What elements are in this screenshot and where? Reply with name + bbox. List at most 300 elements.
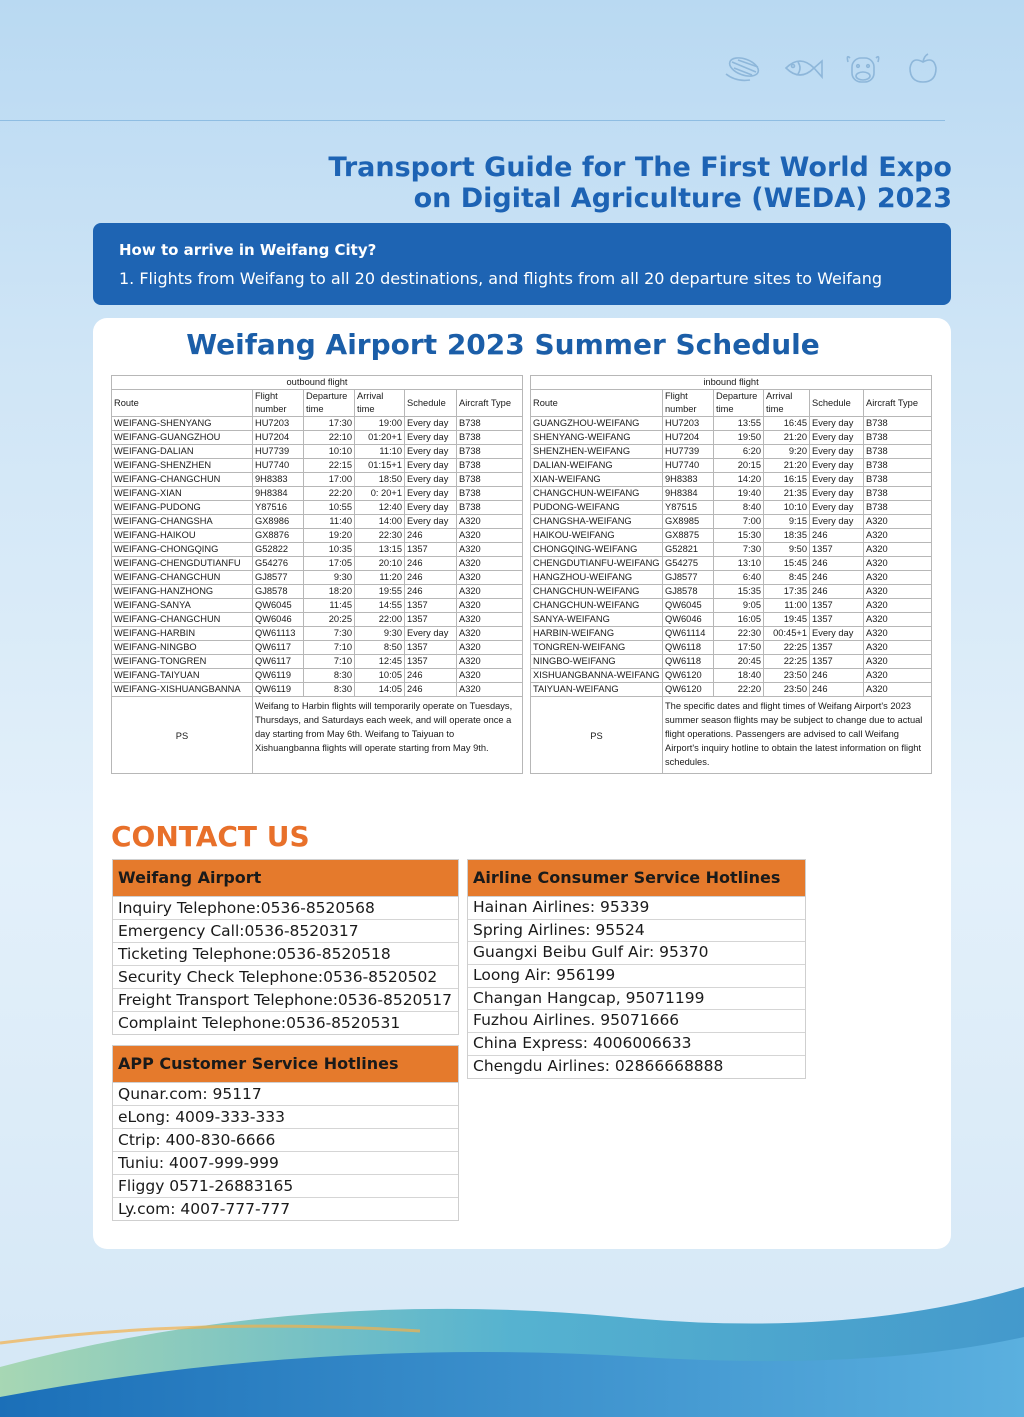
- list-item: Emergency Call:0536-8520317: [113, 920, 458, 943]
- list-item: Spring Airlines: 95524: [468, 920, 805, 943]
- table-cell: WEIFANG-TAIYUAN: [112, 669, 253, 683]
- table-cell: 17:35: [764, 585, 810, 599]
- table-cell: WEIFANG-GUANGZHOU: [112, 431, 253, 445]
- table-row: [531, 571, 932, 585]
- inbound-col-header: Schedule: [810, 390, 864, 417]
- table-cell: 9:20: [764, 445, 810, 459]
- table-cell: HU7739: [253, 445, 304, 459]
- table-cell: QW6118: [663, 641, 714, 655]
- table-cell: 7:30: [714, 543, 764, 557]
- table-row: [531, 543, 932, 557]
- table-cell: 8:30: [304, 669, 355, 683]
- table-cell: CHANGCHUN-WEIFANG: [531, 599, 663, 613]
- table-cell: 246: [810, 669, 864, 683]
- table-cell: HU7203: [253, 417, 304, 431]
- table-cell: 18:35: [764, 529, 810, 543]
- page-title: [328, 152, 952, 214]
- table-cell: Every day: [810, 627, 864, 641]
- table-cell: 22:00: [355, 613, 405, 627]
- table-cell: 00:45+1: [764, 627, 810, 641]
- table-cell: 19:00: [355, 417, 405, 431]
- table-cell: A320: [864, 655, 932, 669]
- airline-header: Airline Consumer Service Hotlines: [468, 860, 805, 897]
- table-cell: WEIFANG-SHENZHEN: [112, 459, 253, 473]
- table-cell: 18:40: [714, 669, 764, 683]
- list-item: Hainan Airlines: 95339: [468, 897, 805, 920]
- table-cell: QW6117: [253, 641, 304, 655]
- table-cell: HU7739: [663, 445, 714, 459]
- table-cell: WEIFANG-XIAN: [112, 487, 253, 501]
- list-item: Ctrip: 400-830-6666: [113, 1129, 458, 1152]
- table-row: [112, 557, 523, 571]
- table-cell: QW6120: [663, 683, 714, 697]
- table-cell: 1357: [810, 641, 864, 655]
- table-cell: B738: [864, 431, 932, 445]
- table-cell: GX8985: [663, 515, 714, 529]
- table-cell: QW6046: [663, 613, 714, 627]
- table-cell: 17:30: [304, 417, 355, 431]
- title-line-2: on Digital Agriculture (WEDA) 2023: [413, 183, 952, 214]
- table-cell: A320: [457, 543, 523, 557]
- table-cell: A320: [457, 515, 523, 529]
- table-cell: 0: 20+1: [355, 487, 405, 501]
- table-cell: 22:20: [304, 487, 355, 501]
- table-cell: XISHUANGBANNA-WEIFANG: [531, 669, 663, 683]
- table-cell: NINGBO-WEIFANG: [531, 655, 663, 669]
- table-cell: WEIFANG-TONGREN: [112, 655, 253, 669]
- table-row: [531, 627, 932, 641]
- ps-label: PS: [531, 697, 663, 774]
- table-cell: WEIFANG-CHENGDUTIANFU: [112, 557, 253, 571]
- table-cell: SANYA-WEIFANG: [531, 613, 663, 627]
- table-cell: 7:00: [714, 515, 764, 529]
- table-row: [112, 515, 523, 529]
- table-row: [531, 487, 932, 501]
- table-cell: HU7740: [253, 459, 304, 473]
- table-row: [531, 683, 932, 697]
- table-cell: A320: [457, 557, 523, 571]
- table-cell: 22:30: [355, 529, 405, 543]
- table-cell: GJ8578: [253, 585, 304, 599]
- app-hotlines: [112, 1045, 459, 1221]
- table-cell: A320: [864, 543, 932, 557]
- table-cell: B738: [864, 445, 932, 459]
- inbound-col-header: Aircraft Type: [864, 390, 932, 417]
- table-cell: 22:10: [304, 431, 355, 445]
- table-cell: WEIFANG-CHANGCHUN: [112, 613, 253, 627]
- table-cell: 16:05: [714, 613, 764, 627]
- table-cell: 9:50: [764, 543, 810, 557]
- table-cell: 23:50: [764, 669, 810, 683]
- list-item: Complaint Telephone:0536-8520531: [118, 1014, 401, 1032]
- table-cell: 20:25: [304, 613, 355, 627]
- table-cell: 01:15+1: [355, 459, 405, 473]
- outbound-ps-row: [112, 697, 523, 774]
- table-cell: 22:25: [764, 655, 810, 669]
- table-cell: 22:30: [714, 627, 764, 641]
- table-cell: Every day: [810, 487, 864, 501]
- table-cell: Every day: [405, 431, 457, 445]
- table-cell: 8:40: [714, 501, 764, 515]
- table-cell: A320: [864, 683, 932, 697]
- table-cell: HANGZHOU-WEIFANG: [531, 571, 663, 585]
- table-row: [112, 417, 523, 431]
- table-cell: 16:15: [764, 473, 810, 487]
- table-cell: 9:05: [714, 599, 764, 613]
- table-cell: WEIFANG-HAIKOU: [112, 529, 253, 543]
- table-cell: 11:20: [355, 571, 405, 585]
- table-cell: A320: [457, 529, 523, 543]
- table-cell: 7:10: [304, 641, 355, 655]
- table-cell: 18:20: [304, 585, 355, 599]
- table-cell: 21:35: [764, 487, 810, 501]
- table-cell: 1357: [405, 641, 457, 655]
- table-cell: Every day: [405, 459, 457, 473]
- corn-icon: [722, 52, 764, 86]
- table-cell: HAIKOU-WEIFANG: [531, 529, 663, 543]
- table-cell: 11:45: [304, 599, 355, 613]
- table-cell: 8:50: [355, 641, 405, 655]
- table-cell: 21:20: [764, 459, 810, 473]
- table-cell: A320: [864, 627, 932, 641]
- table-cell: 10:10: [764, 501, 810, 515]
- table-cell: 19:55: [355, 585, 405, 599]
- table-cell: 19:50: [714, 431, 764, 445]
- table-cell: B738: [864, 417, 932, 431]
- table-cell: Every day: [810, 417, 864, 431]
- list-item: Ticketing Telephone:0536-8520518: [113, 943, 458, 966]
- table-row: [112, 529, 523, 543]
- table-cell: 1357: [810, 613, 864, 627]
- cow-icon: [842, 52, 884, 86]
- table-cell: A320: [864, 641, 932, 655]
- table-cell: WEIFANG-SHENYANG: [112, 417, 253, 431]
- table-cell: A320: [864, 585, 932, 599]
- table-cell: B738: [457, 417, 523, 431]
- table-row: [112, 683, 523, 697]
- table-cell: GJ8577: [253, 571, 304, 585]
- table-cell: 17:50: [714, 641, 764, 655]
- list-item: Loong Air: 956199: [468, 965, 805, 988]
- table-cell: WEIFANG-SANYA: [112, 599, 253, 613]
- table-cell: WEIFANG-PUDONG: [112, 501, 253, 515]
- table-row: [531, 473, 932, 487]
- table-cell: WEIFANG-HANZHONG: [112, 585, 253, 599]
- table-row: [112, 641, 523, 655]
- table-cell: G54276: [253, 557, 304, 571]
- table-cell: WEIFANG-HARBIN: [112, 627, 253, 641]
- table-cell: B738: [457, 473, 523, 487]
- table-cell: QW6118: [663, 655, 714, 669]
- table-cell: QW61114: [663, 627, 714, 641]
- table-cell: CHONGQING-WEIFANG: [531, 543, 663, 557]
- table-cell: QW6045: [663, 599, 714, 613]
- table-row: [531, 585, 932, 599]
- list-item: Inquiry Telephone:0536-8520568: [113, 897, 458, 920]
- list-item: Tuniu: 4007-999-999: [113, 1152, 458, 1175]
- table-row: [112, 599, 523, 613]
- table-cell: B738: [457, 487, 523, 501]
- table-cell: 246: [810, 529, 864, 543]
- table-cell: 10:35: [304, 543, 355, 557]
- table-cell: B738: [864, 473, 932, 487]
- decorative-waves: [0, 1247, 1024, 1417]
- table-cell: B738: [457, 431, 523, 445]
- table-cell: 18:50: [355, 473, 405, 487]
- outbound-col-header: Flight number: [253, 390, 304, 417]
- airline-hotlines: [467, 859, 806, 1079]
- table-cell: WEIFANG-CHANGSHA: [112, 515, 253, 529]
- table-row: [531, 417, 932, 431]
- arrival-answer: 1. Flights from Weifang to all 20 destinations, and flights from all 20 departure sites to Weifang: [119, 269, 883, 288]
- table-cell: 19:20: [304, 529, 355, 543]
- table-cell: 8:30: [304, 683, 355, 697]
- table-cell: TAIYUAN-WEIFANG: [531, 683, 663, 697]
- table-cell: A320: [864, 571, 932, 585]
- table-cell: 9:30: [304, 571, 355, 585]
- table-cell: 1357: [810, 599, 864, 613]
- table-cell: 11:40: [304, 515, 355, 529]
- table-cell: G52822: [253, 543, 304, 557]
- table-cell: 7:30: [304, 627, 355, 641]
- header-rule: [0, 120, 945, 121]
- table-cell: GX8986: [253, 515, 304, 529]
- outbound-col-header: Arrival time: [355, 390, 405, 417]
- list-item: Security Check Telephone:0536-8520502: [113, 966, 458, 989]
- table-cell: 6:40: [714, 571, 764, 585]
- ps-label: PS: [112, 697, 253, 774]
- table-cell: QW6119: [253, 669, 304, 683]
- table-cell: 20:15: [714, 459, 764, 473]
- table-cell: 12:45: [355, 655, 405, 669]
- table-cell: 14:05: [355, 683, 405, 697]
- header-icons: [722, 52, 944, 86]
- table-cell: 9H8383: [253, 473, 304, 487]
- table-cell: 15:35: [714, 585, 764, 599]
- table-cell: 246: [405, 683, 457, 697]
- table-cell: TONGREN-WEIFANG: [531, 641, 663, 655]
- table-row: [112, 431, 523, 445]
- table-cell: 22:20: [714, 683, 764, 697]
- table-cell: 10:55: [304, 501, 355, 515]
- table-cell: A320: [457, 627, 523, 641]
- arrival-question: How to arrive in Weifang City?: [119, 241, 377, 259]
- table-cell: WEIFANG-NINGBO: [112, 641, 253, 655]
- table-cell: Every day: [405, 515, 457, 529]
- table-cell: B738: [864, 501, 932, 515]
- list-item: China Express: 4006006633: [468, 1033, 805, 1056]
- table-cell: 10:05: [355, 669, 405, 683]
- table-cell: CHENGDUTIANFU-WEIFANG: [531, 557, 663, 571]
- table-row: [112, 627, 523, 641]
- outbound-col-header: Route: [112, 390, 253, 417]
- table-cell: A320: [457, 599, 523, 613]
- table-row: [112, 613, 523, 627]
- schedule-title: Weifang Airport 2023 Summer Schedule: [186, 328, 820, 361]
- table-row: [112, 473, 523, 487]
- table-row: [112, 487, 523, 501]
- table-cell: Every day: [405, 501, 457, 515]
- table-cell: 1357: [405, 655, 457, 669]
- table-cell: CHANGSHA-WEIFANG: [531, 515, 663, 529]
- outbound-header-row: [112, 390, 523, 417]
- table-cell: 01:20+1: [355, 431, 405, 445]
- outbound-col-header: Aircraft Type: [457, 390, 523, 417]
- table-cell: HU7204: [253, 431, 304, 445]
- table-cell: Every day: [810, 445, 864, 459]
- table-cell: A320: [864, 557, 932, 571]
- table-cell: 9:30: [355, 627, 405, 641]
- table-cell: 1357: [405, 599, 457, 613]
- table-cell: B738: [457, 501, 523, 515]
- table-cell: HARBIN-WEIFANG: [531, 627, 663, 641]
- table-cell: 14:20: [714, 473, 764, 487]
- table-row: [531, 613, 932, 627]
- table-cell: A320: [864, 669, 932, 683]
- table-cell: 15:45: [764, 557, 810, 571]
- table-cell: WEIFANG-XISHUANGBANNA: [112, 683, 253, 697]
- inbound-col-header: Route: [531, 390, 663, 417]
- table-cell: XIAN-WEIFANG: [531, 473, 663, 487]
- table-cell: Y87515: [663, 501, 714, 515]
- fish-icon: [782, 52, 824, 86]
- inbound-col-header: Departure time: [714, 390, 764, 417]
- table-cell: QW6120: [663, 669, 714, 683]
- table-cell: 1357: [405, 543, 457, 557]
- table-cell: 7:10: [304, 655, 355, 669]
- table-cell: 246: [405, 571, 457, 585]
- table-cell: 246: [810, 585, 864, 599]
- table-cell: QW6045: [253, 599, 304, 613]
- table-cell: GUANGZHOU-WEIFANG: [531, 417, 663, 431]
- table-cell: PUDONG-WEIFANG: [531, 501, 663, 515]
- table-cell: 15:30: [714, 529, 764, 543]
- app-header: APP Customer Service Hotlines: [113, 1046, 458, 1083]
- table-cell: 17:00: [304, 473, 355, 487]
- table-cell: 246: [405, 585, 457, 599]
- table-cell: DALIAN-WEIFANG: [531, 459, 663, 473]
- table-cell: Every day: [405, 627, 457, 641]
- table-cell: SHENYANG-WEIFANG: [531, 431, 663, 445]
- list-item: Fuzhou Airlines. 95071666: [468, 1010, 805, 1033]
- table-cell: A320: [864, 529, 932, 543]
- list-item: eLong: 4009-333-333: [113, 1106, 458, 1129]
- table-row: [112, 669, 523, 683]
- table-cell: HU7204: [663, 431, 714, 445]
- table-cell: 14:00: [355, 515, 405, 529]
- table-row: [531, 459, 932, 473]
- table-cell: 23:50: [764, 683, 810, 697]
- table-cell: B738: [457, 459, 523, 473]
- table-cell: A320: [457, 571, 523, 585]
- table-cell: WEIFANG-CHANGCHUN: [112, 473, 253, 487]
- table-row: [112, 571, 523, 585]
- table-row: [531, 431, 932, 445]
- table-cell: 13:55: [714, 417, 764, 431]
- table-cell: 16:45: [764, 417, 810, 431]
- table-cell: A320: [457, 585, 523, 599]
- table-cell: 9:15: [764, 515, 810, 529]
- inbound-col-header: Flight number: [663, 390, 714, 417]
- table-cell: 17:05: [304, 557, 355, 571]
- table-cell: 19:40: [714, 487, 764, 501]
- table-row: [531, 529, 932, 543]
- table-cell: 246: [405, 557, 457, 571]
- table-cell: A320: [457, 613, 523, 627]
- contact-title: CONTACT US: [111, 820, 310, 853]
- apple-icon: [902, 52, 944, 86]
- table-row: [531, 669, 932, 683]
- table-cell: 20:45: [714, 655, 764, 669]
- table-cell: B738: [864, 487, 932, 501]
- ps-note: The specific dates and flight times of Weifang Airport's 2023 summer season flights may be subject to change due to actual flight operations. Passengers are advised to call Weifang Airport's inquiry hotline to obtain the latest information on flight schedules.: [663, 697, 932, 774]
- table-cell: CHANGCHUN-WEIFANG: [531, 585, 663, 599]
- table-cell: 13:15: [355, 543, 405, 557]
- list-item: Fliggy 0571-26883165: [113, 1175, 458, 1198]
- table-cell: HU7203: [663, 417, 714, 431]
- table-cell: WEIFANG-CHONGQING: [112, 543, 253, 557]
- list-item: Chengdu Airlines: 02866668888: [473, 1056, 724, 1075]
- inbound-caption: inbound flight: [531, 376, 932, 390]
- table-row: [112, 655, 523, 669]
- list-item: Freight Transport Telephone:0536-8520517: [113, 989, 458, 1012]
- outbound-col-header: Schedule: [405, 390, 457, 417]
- table-cell: 22:15: [304, 459, 355, 473]
- outbound-col-header: Departure time: [304, 390, 355, 417]
- table-cell: Every day: [810, 473, 864, 487]
- table-cell: 19:45: [764, 613, 810, 627]
- table-cell: SHENZHEN-WEIFANG: [531, 445, 663, 459]
- table-cell: 9H8384: [253, 487, 304, 501]
- inbound-header-row: [531, 390, 932, 417]
- table-cell: B738: [457, 445, 523, 459]
- table-row: [531, 599, 932, 613]
- table-cell: 11:10: [355, 445, 405, 459]
- table-row: [112, 501, 523, 515]
- table-row: [112, 585, 523, 599]
- list-item: Guangxi Beibu Gulf Air: 95370: [468, 942, 805, 965]
- table-cell: Every day: [810, 501, 864, 515]
- table-cell: 8:45: [764, 571, 810, 585]
- table-row: [531, 655, 932, 669]
- list-item: Qunar.com: 95117: [113, 1083, 458, 1106]
- table-cell: A320: [864, 515, 932, 529]
- table-cell: A320: [457, 641, 523, 655]
- table-cell: 22:25: [764, 641, 810, 655]
- table-cell: 246: [405, 669, 457, 683]
- table-cell: 12:40: [355, 501, 405, 515]
- table-cell: Y87516: [253, 501, 304, 515]
- arrival-banner: [93, 223, 951, 305]
- airport-contacts: [112, 859, 459, 1035]
- table-cell: 246: [405, 529, 457, 543]
- table-row: [112, 445, 523, 459]
- table-cell: GJ8578: [663, 585, 714, 599]
- table-cell: 21:20: [764, 431, 810, 445]
- table-cell: A320: [864, 599, 932, 613]
- table-row: [531, 557, 932, 571]
- table-cell: 246: [810, 557, 864, 571]
- airport-header: Weifang Airport: [113, 860, 458, 897]
- table-cell: CHANGCHUN-WEIFANG: [531, 487, 663, 501]
- inbound-col-header: Arrival time: [764, 390, 810, 417]
- table-cell: WEIFANG-DALIAN: [112, 445, 253, 459]
- ps-note: Weifang to Harbin flights will temporarily operate on Tuesdays, Thursdays, and Saturdays each week, and will operate once a day starting from May 6th. Weifang to Taiyuan to Xishuangbanna flights will operate starting from May 9th.: [253, 697, 523, 774]
- table-cell: A320: [864, 613, 932, 627]
- table-cell: WEIFANG-CHANGCHUN: [112, 571, 253, 585]
- table-cell: Every day: [810, 431, 864, 445]
- list-item: Ly.com: 4007-777-777: [118, 1200, 291, 1218]
